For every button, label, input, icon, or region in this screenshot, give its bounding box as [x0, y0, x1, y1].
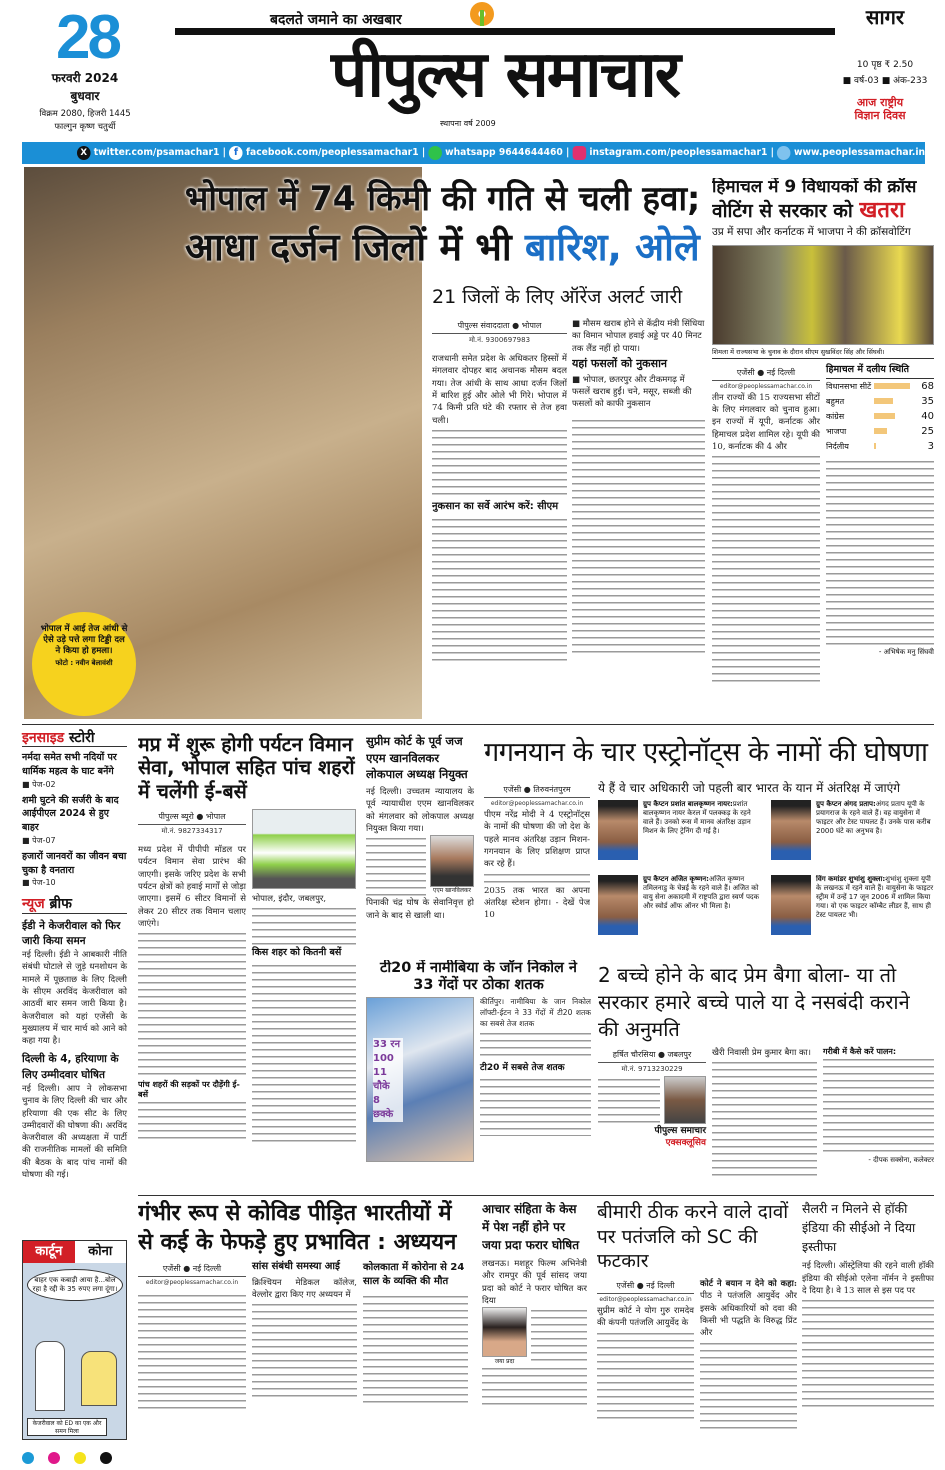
himachal-body: तीन राज्यों की 15 राज्यसभा सीटों के लिए मंगलवार को चुनाव हुआ। इन राज्यों में यूपी, कर्नाटक और हिमाचल प्रदेश शामिल रहे। यूपी की 10, कर्नाटक की 4 और — [712, 392, 820, 453]
score-box — [373, 1038, 403, 1122]
jaya-prada-photo — [482, 1307, 527, 1357]
body-text-lines — [252, 962, 356, 1142]
covid-columns — [138, 1261, 468, 1412]
brief-headline: दिल्ली के 4, हरियाणा के लिए उम्मीदवार घोषित — [22, 1053, 119, 1081]
table-value: 3 — [927, 440, 934, 452]
patanjali-sub — [700, 1278, 797, 1340]
patanjali-col-2 — [700, 1278, 797, 1430]
patanjali-email: editor@peoplessamachar.co.in — [599, 1296, 692, 1304]
t20-text — [480, 997, 591, 1136]
patanjali-byline: एजेंसी ● नई दिल्ली — [597, 1278, 694, 1294]
price: 10 पृष्ठ ₹ 2.50 — [856, 60, 914, 70]
covid-body: क्रिश्चियन मेडिकल कॉलेज, वेल्लोर द्वारा किए गए अध्ययन में — [252, 1277, 357, 1300]
astronaut-card — [771, 875, 934, 945]
gaganyaan-headline-box — [484, 737, 934, 768]
cartoon-figure — [81, 1351, 117, 1406]
lead-photo-caption — [32, 612, 136, 716]
tourism-byline: पीपुल्स ब्यूरो ● भोपाल — [138, 809, 246, 825]
gaganyaan-email: editor@peoplessamachar.co.in — [490, 800, 584, 807]
lead-byline — [432, 318, 567, 334]
lokpal-headline: सुप्रीम कोर्ट के पूर्व जज एएम खानविलकर लोकपाल अध्यक्ष नियुक्त — [366, 734, 468, 782]
baiga-col-3 — [823, 1047, 934, 1165]
body-text-lines — [482, 1365, 587, 1405]
cartoon-caption: केजरीवाल को ED का एक और समन मिला — [27, 1418, 107, 1436]
vikram-samvat: विक्रम 2080, हिजरी 1445 — [39, 109, 131, 119]
masthead — [0, 0, 945, 142]
lead-subhead-cm: नुकसान का सर्वे आरंभ करें: सीएम — [432, 500, 559, 512]
headline-highlight: खतरा — [859, 197, 905, 223]
body-text-lines — [138, 1292, 246, 1412]
cartoon-title — [23, 1241, 126, 1263]
astronaut-text — [643, 800, 761, 870]
page-ref: ■ पेज-02 — [22, 779, 56, 789]
newspaper-title: पीपुल्स समाचार — [175, 28, 835, 115]
himachal-headline-1-box — [712, 178, 934, 198]
cartoon-figure — [35, 1341, 65, 1411]
lead-body: राजधानी समेत प्रदेश के अधिकतर हिस्सों में मंगलवार दोपहर बाद अचानक मौसम बदल गया। तेज आंधी के साथ आधा दर्जन जिलों में बारिश हुई और ओले भी गिरे। भोपाल में 74 किमी प्रति घंटे की रफ्तार से तेज हवा चली। — [432, 354, 567, 426]
patanjali-headline: बीमारी ठीक करने वाले दावों पर पतंजलि को SC की फटकार — [597, 1201, 789, 1273]
himachal-headline-1: हिमाचल में 9 विधायकों की क्रॉस — [712, 178, 917, 197]
brief-body: नई दिल्ली। ईडी ने आबकारी नीति संबंधी घोटाले से जुड़े धनशोधन के मामले में पूछताछ के लिए दिल्ली के सीएम अरविंद केजरीवाल को आठवीं बार समन जारी किया है। केजरीवाल को यहां एजेंसी के मुख्यालय में चार मार्च को आने को कहा गया है। — [22, 949, 127, 1047]
gaganyaan-subhead: ये हैं वे चार अधिकारी जो पहली बार भारत के यान में अंतरिक्ष में जाएंगे — [598, 781, 900, 795]
covid-email: editor@peoplessamachar.co.in — [145, 1279, 239, 1287]
established: स्थापना वर्ष 2009 — [440, 119, 496, 128]
baiga-col-2 — [712, 1047, 817, 1179]
covid-sub1: सांस संबंधी समस्या आई — [252, 1261, 340, 1273]
table-bar-track — [874, 413, 910, 419]
sub-head: कोर्ट ने बयान न देने को कहा: — [700, 1279, 797, 1290]
patanjali-body: सुप्रीम कोर्ट ने योग गुरु रामदेव की कंपनी पतंजलि आयुर्वेद के — [597, 1306, 694, 1329]
baiga-sub: गरीबी में कैसे करें पालन: — [823, 1047, 897, 1056]
table-label: भाजपा — [826, 426, 847, 436]
tourism-sub2: पांच शहरों की सड़कों पर दौड़ेंगी ई-बसें — [138, 1080, 240, 1099]
news-brief-title — [22, 896, 127, 913]
body-text-lines — [823, 1056, 934, 1156]
yellow-dot — [74, 1452, 86, 1464]
date-day: 28 — [56, 3, 119, 72]
table-bar-track — [874, 398, 910, 404]
body-text-lines — [363, 1293, 468, 1403]
covid-headline: गंभीर रूप से कोविड पीड़ित भारतीयों में से कई के फेफड़े हुए प्रभावित : अध्ययन — [138, 1201, 457, 1255]
astronaut-text — [816, 875, 934, 945]
inside-story-item[interactable] — [22, 751, 127, 790]
himachal-headline-2 — [712, 198, 934, 223]
party-position-table — [826, 365, 934, 657]
himachal-col-1 — [712, 365, 820, 684]
tithi: फाल्गुन कृष्ण चतुर्थी — [54, 122, 116, 132]
lead-subhead-box — [432, 283, 704, 309]
body-text-lines — [712, 453, 820, 683]
astronaut-card — [598, 800, 761, 870]
title-part: ब्रीफ — [44, 896, 72, 913]
cartoon-title-b: कोना — [88, 1244, 113, 1259]
cyan-dot — [22, 1452, 34, 1464]
paper-logo-small — [598, 1126, 706, 1149]
inside-story-text: नर्मदा समेत सभी नदियों पर धार्मिक महत्व के घाट बनेंगे — [22, 752, 117, 777]
nicol-photo — [366, 997, 474, 1162]
body-text-lines — [138, 1099, 246, 1139]
cartoon-image — [23, 1263, 126, 1439]
tourism-col-2 — [252, 809, 356, 1142]
lead-headline-1: भोपाल में 74 किमी की गति से चली हवा; — [185, 179, 701, 219]
table-bar — [874, 413, 895, 419]
covid-col-3 — [363, 1261, 468, 1403]
table-value: 35 — [921, 395, 934, 407]
body-text-lines — [480, 1030, 591, 1060]
month-year: फरवरी 2024 — [51, 71, 119, 85]
score-item: 11 चौके — [373, 1067, 390, 1093]
edition: सागर — [865, 5, 905, 29]
lokpal-body: नई दिल्ली। उच्चतम न्यायालय के पूर्व न्यायाधीश एएम खानविलकर को मंगलवार को लोकपाल अध्यक्ष नियुक्त किया गया। — [366, 787, 474, 834]
astronaut-photo — [598, 800, 638, 860]
table-bar — [874, 383, 910, 389]
khanwilkar-photo — [430, 835, 474, 887]
social-link-facebook[interactable]: facebook.com/peoplessamachar1 — [245, 147, 419, 158]
page-ref: ■ पेज-07 — [22, 835, 56, 845]
astronaut-name: विंग कमांडर शुभांशु शुक्ला: — [816, 875, 886, 883]
paper-title: पीपुल्स समाचार — [654, 1126, 706, 1136]
lead-headline-highlight: बारिश, ओले — [524, 225, 700, 269]
baiga-byline: हर्षित चौरसिया ● जबलपुर — [598, 1047, 706, 1063]
astronaut-name: ग्रुप कैप्टन अंगद प्रताप: — [816, 800, 876, 808]
patanjali-story — [597, 1200, 797, 1445]
body-text-lines — [432, 427, 567, 497]
news-brief-item — [22, 1052, 127, 1181]
table-bar-track — [874, 383, 910, 389]
body-text-lines — [700, 1340, 797, 1430]
ebus-photo — [252, 809, 356, 889]
tourism-phone: मो.नं. 9827334317 — [161, 827, 223, 836]
table-label: बहुमत — [826, 396, 845, 406]
gaganyaan-body: पीएम नरेंद्र मोदी ने 4 एस्ट्रोनॉट्स के नामों की घोषणा की जो देश के पहले मानव अंतरिक्ष उड़ान मिशन-गगनयान के लिए प्रशिक्षण प्राप्त कर रहे हैं। — [484, 810, 590, 870]
himachal-headline-2-line — [712, 198, 905, 223]
headline-part: वोटिंग से सरकार को — [712, 199, 860, 222]
weekday: बुधवार — [70, 89, 100, 103]
lead-headline-2-part: आधा दर्जन जिलों में भी — [185, 225, 525, 269]
x-icon: X — [77, 146, 91, 160]
table-value: 40 — [921, 410, 934, 422]
social-link-website[interactable]: www.peoplessamachar.in — [793, 147, 926, 158]
globe-icon — [777, 146, 791, 160]
astronaut-bio: शुभांशु शुक्ला यूपी के लखनऊ में रहने वाले हैं। वायुसेना के फाइटर स्ट्रीम में उन्हें 17 जून 2006 में शामिल किया गया। वो एक फाइटर कॉम्बैट लीडर हैं, साथ ही टेस्ट पायलट भी। — [816, 875, 934, 920]
t20-headline: टी20 में नामीबिया के जॉन निकोल ने 33 गेंदों पर ठोका शतक — [380, 960, 577, 993]
astronaut-photo — [598, 875, 638, 935]
divider — [138, 1195, 934, 1196]
inside-story-text: हजारों जानवरों का जीवन बचा चुका है वनतारा — [22, 850, 127, 876]
social-link-twitter[interactable]: twitter.com/psamachar1 — [93, 147, 220, 158]
baiga-photo-row — [598, 1076, 706, 1124]
lokpal-story — [366, 733, 474, 955]
astronaut-bio: अंगद प्रताप यूपी के प्रयागराज के रहने वाले हैं। वह वायुसेना में फाइटर और टेस्ट पायलट हैं। उनके पास करीब 2000 घंटे का अनुभव है। — [816, 800, 931, 836]
cartoon-title-a: कार्टून — [23, 1241, 75, 1263]
black-dot — [100, 1452, 112, 1464]
inside-story-text: शमी घुटने की सर्जरी के बाद आईपीएल 2024 से हुए बाहर — [22, 794, 119, 834]
covid-sub2: कोलकाता में कोरोना से 24 साल के व्यक्ति की मौत — [363, 1262, 465, 1288]
score-item: 8 छक्के — [373, 1095, 394, 1121]
exclusive-badge: एक्सक्लूसिव — [665, 1137, 706, 1148]
table-label: निर्दलीय — [826, 441, 849, 451]
astronaut-photo — [771, 800, 811, 860]
speech-bubble: बाहर एक कबाड़ी आया है...बोल रहा है रद्दी के 35 रुपए लगा दूंगा। — [27, 1269, 123, 1301]
special-day: आज राष्ट्रीय विज्ञान दिवस — [854, 96, 906, 122]
inside-story-item[interactable] — [22, 850, 127, 889]
table-bar — [874, 443, 876, 449]
astronaut-text — [816, 800, 934, 870]
inside-story-item[interactable] — [22, 794, 127, 846]
tourism-sub: किस शहर को कितनी बसें — [252, 947, 342, 959]
cartoon-corner — [22, 1240, 127, 1440]
astronaut-grid — [598, 800, 934, 946]
tourism-story — [138, 733, 356, 1193]
lead-box-head: यहां फसलों को नुकसान — [572, 356, 668, 370]
body-text-lines — [484, 871, 590, 885]
gaganyaan-byline: एजेंसी ● तिरुवनंतपुरम — [484, 782, 590, 798]
lead-headline-2-line — [185, 226, 700, 270]
body-text-lines — [366, 835, 426, 897]
khanwilkar-photo-block — [430, 835, 474, 894]
table-bar — [874, 428, 887, 434]
table-value: 25 — [921, 425, 934, 437]
brief-body: नई दिल्ली। आप ने लोकसभा चुनाव के लिए दिल्ली की चार और हरियाणा की एक सीट के लिए उम्मीदवारों की घोषणा की। अरविंद केजरीवाल की अध्यक्षता में पार्टी की राजनीतिक मामलों की समिति की बैठक के बाद पांच नामों की घोषणा की गई। — [22, 1083, 127, 1181]
baiga-headline: 2 बच्चे होने के बाद प्रेम बैगा बोला- या तो सरकार हमारे बच्चे पाले या दे नसबंदी कराने की अनुमति — [598, 963, 910, 1041]
tourism-col-1 — [138, 809, 246, 1139]
baiga-story — [598, 962, 934, 1192]
fastest-centuries-table — [480, 1076, 591, 1136]
photo-credit: फोटो : नवीन बेलावंशी — [55, 659, 113, 668]
gaganyaan-subhead-box — [598, 779, 934, 796]
astronaut-bio: प्रशांत बालकृष्णन नायर केरल में पलक्कड़ के रहने वाले हैं। उनको रूस में मानव अंतरिक्ष उड़ान मिशन के लिए ट्रेनिंग दी गई है। — [643, 800, 751, 836]
body-text-lines — [572, 417, 705, 657]
prem-baiga-photo — [664, 1076, 706, 1124]
facebook-icon: f — [229, 146, 243, 160]
table-value: 68 — [921, 380, 934, 392]
table-bar-track — [874, 428, 910, 434]
body-text-lines — [597, 1330, 694, 1420]
issue: ■ वर्ष-03 ■ अंक-233 — [842, 76, 928, 86]
himachal-story — [712, 178, 934, 718]
whatsapp-icon — [428, 146, 442, 160]
body-text-lines — [138, 930, 246, 1080]
body-text-lines — [252, 905, 356, 945]
jaya-photo-block — [482, 1307, 527, 1365]
astronaut-card — [598, 875, 761, 945]
covid-col-1 — [138, 1261, 246, 1412]
lead-headline-2 — [185, 226, 700, 270]
astronaut-photo — [771, 875, 811, 935]
registration-marks — [22, 1452, 112, 1464]
lokpal-photo-row — [366, 835, 474, 897]
table-row — [826, 409, 934, 424]
jaya-headline: आचार संहिता के केस में पेश नहीं होने पर जया प्रदा फरार घोषित — [482, 1202, 580, 1252]
patanjali-col-1 — [597, 1278, 694, 1420]
instagram-icon — [573, 146, 587, 160]
astronaut-name: ग्रुप कैप्टन प्रशांत बालकृष्णन नायर: — [643, 800, 733, 808]
baiga-columns — [598, 1047, 934, 1179]
t20-body: कीर्तिपुर। नामीबिया के जान निकोल लॉफ्टी-ईटन ने 33 गेंदों में टी20 शतक का सबसे तेज शतक — [480, 997, 591, 1029]
astronaut-text — [643, 875, 761, 945]
himachal-caption: शिमला में राज्यसभा के चुनाव के दौरान सीएम सुखविंदर सिंह और सिंघवी। — [712, 345, 934, 359]
lead-col-2 — [572, 318, 705, 718]
himachal-subhead: उप्र में सपा और कर्नाटक में भाजपा ने की क्रॉसवोटिंग — [712, 225, 911, 238]
gaganyaan-col — [484, 782, 590, 947]
t20-columns — [366, 997, 591, 1162]
covid-col-2 — [252, 1261, 357, 1401]
lead-phone: मो.नं. 9300697983 — [468, 336, 531, 344]
jaya-body: लखनऊ। मशहूर फिल्म अभिनेत्री और रामपुर की पूर्व सांसद जया प्रदा को कोर्ट ने फरार घोषित कर दिया — [482, 1259, 587, 1306]
lead-headline-1-box — [185, 180, 700, 219]
astronaut-name: ग्रुप कैप्टन अजित कृष्णन: — [643, 875, 709, 883]
body-text-lines — [432, 516, 567, 666]
hockey-story — [802, 1200, 934, 1445]
tourism-columns — [138, 809, 356, 1142]
astronaut-bio: अजित कृष्णन तमिलनाडु के चेन्नई के रहने वाले हैं। अजित को वायु सेना अकादमी में राष्ट्रपति द्वारा स्वर्ण पदक और स्वोर्ड ऑफ ऑनर भी मिला है। — [643, 875, 760, 911]
photo-label: एएम खानविलकर — [433, 887, 471, 895]
inside-story-title — [22, 730, 127, 747]
lead-subhead: 21 जिलों के लिए ऑरेंज अलर्ट जारी — [432, 286, 683, 308]
caption-text: भोपाल में आई तेज आंधी से ऐसे उड़े पत्ते लगा टिड्डी दल ने किया हो हमला। — [40, 624, 128, 657]
photo-label: जया प्रदा — [494, 1358, 515, 1366]
jaya-photo-row — [482, 1307, 587, 1365]
title-part: स्टोरी — [64, 730, 95, 746]
tagline: बदलते जमाने का अखबार — [270, 12, 402, 28]
astronaut-card — [771, 800, 934, 870]
body-text-lines — [826, 458, 934, 648]
covid-story — [138, 1200, 468, 1445]
magenta-dot — [48, 1452, 60, 1464]
table-title: हिमाचल में दलीय स्थिति — [826, 365, 934, 379]
baiga-author: - दीपक सक्सेना, कलेक्टर — [868, 1156, 934, 1165]
social-link-instagram[interactable]: instagram.com/peoplessamachar1 — [589, 147, 768, 158]
score-item: 33 रन — [373, 1039, 401, 1051]
table-row — [826, 379, 934, 394]
brief-headline: ईडी ने केजरीवाल को फिर जारी किया समन — [22, 919, 121, 947]
left-column — [22, 730, 127, 1181]
social-link-whatsapp[interactable]: whatsapp 9644644460 — [445, 147, 563, 158]
jaya-story — [482, 1200, 587, 1445]
himachal-photo — [712, 245, 934, 345]
tourism-photo-caption: भोपाल, इंदौर, जबलपुर, — [252, 894, 327, 905]
hockey-headline: सैलरी न मिलने से हॉकी इंडिया की सीईओ ने दिया इस्तीफा — [802, 1201, 916, 1254]
byline-text: पीपुल्स संवाददाता ● भोपाल — [457, 321, 542, 330]
himachal-author: - अभिषेक मनु सिंघवी — [878, 647, 934, 656]
table-bar — [874, 398, 893, 404]
news-brief-item — [22, 919, 127, 1048]
baiga-col-1 — [598, 1047, 706, 1149]
body-text-lines — [252, 1301, 357, 1401]
table-bar-track — [874, 443, 910, 449]
lead-box-2: ■ भोपाल, छतरपुर और टीकमगढ़ में फसलें खराब हुईं। चने, मसूर, सब्जी की फसलों को काफी नुकसान — [572, 374, 692, 410]
hockey-body: नई दिल्ली। ऑस्ट्रेलिया की रहने वाली हॉकी इंडिया की सीईओ एलेना नॉर्मन ने इस्तीफा दे दिया है। वे 13 साल से इस पद पर — [802, 1261, 934, 1296]
baiga-body: खैरी निवासी प्रेम कुमार बैगा का। — [712, 1048, 811, 1058]
social-links: X twitter.com/psamachar1 | f facebook.com/peoplessamachar1 | whatsapp 9644644460 | instagram.com/peoplessamachar1 | www.peoplessamachar.in — [77, 142, 925, 164]
baiga-phone: मो.नं. 9713230229 — [621, 1065, 683, 1073]
lead-box-1: ■ मौसम खराब होने से केंद्रीय मंत्री सिंधिया का विमान भोपाल हवाई अड्डे पर 40 मिनट तक लैंड नहीं हो पाया। — [572, 319, 705, 354]
table-row — [826, 394, 934, 409]
gaganyaan-headline: गगनयान के चार एस्ट्रोनॉट्स के नामों की घोषणा — [484, 737, 928, 768]
page-ref: ■ पेज-10 — [22, 878, 56, 888]
gaganyaan-tail: 2035 तक भारत का अपना अंतरिक्ष स्टेशन होगा। - देखें पेज 10 — [484, 885, 590, 921]
body-text-lines — [802, 1297, 934, 1407]
divider — [22, 724, 934, 725]
himachal-byline: एजेंसी ● नई दिल्ली — [712, 365, 820, 381]
covid-byline: एजेंसी ● नई दिल्ली — [138, 1261, 246, 1277]
himachal-subhead-box — [712, 225, 934, 239]
t20-sub: टी20 में सबसे तेज शतक — [480, 1062, 565, 1073]
body-text-lines — [531, 1307, 587, 1365]
table-label: विधानसभा सीटें — [826, 381, 872, 391]
tourism-body: मध्य प्रदेश में पीपीपी मॉडल पर पर्यटन विमान सेवा प्रारंभ की जाएगी। इसके जरिए प्रदेश के सभी पर्यटन क्षेत्रों को हवाई मार्गों से जोड़ा जाएगा। इसमें 6 सीटर विमानों से लेकर 20 सीटर तक विमान चलाए जाएंगे। — [138, 845, 246, 930]
table-row — [826, 439, 934, 454]
body-text-lines — [712, 1059, 817, 1179]
himachal-email: editor@peoplessamachar.co.in — [719, 382, 813, 390]
lokpal-tail: पिनाकी चंद्र घोष के सेवानिवृत्त हो जाने के बाद से खाली था। — [366, 898, 474, 921]
sub-body: पीठ ने पतंजलि आयुर्वेद और इसके अधिकारियों को दवा की किसी भी पद्धति के विरुद्ध प्रिंट और — [700, 1291, 797, 1339]
title-part: इनसाइड — [22, 730, 65, 746]
tourism-headline: मप्र में शुरू होगी पर्यटन विमान सेवा, भोपाल सहित पांच शहरों में चलेंगी ई-बसें — [138, 733, 355, 803]
social-bar — [22, 142, 925, 164]
table-label: कांग्रेस — [826, 411, 845, 421]
patanjali-columns — [597, 1278, 797, 1430]
title-part: न्यूज — [22, 896, 45, 913]
logo-icon — [470, 2, 494, 26]
t20-story — [366, 960, 591, 1190]
body-text-lines — [598, 1076, 660, 1124]
score-item: 100 — [373, 1053, 394, 1065]
table-row — [826, 424, 934, 439]
himachal-columns — [712, 365, 934, 684]
lead-col-1 — [432, 318, 567, 718]
